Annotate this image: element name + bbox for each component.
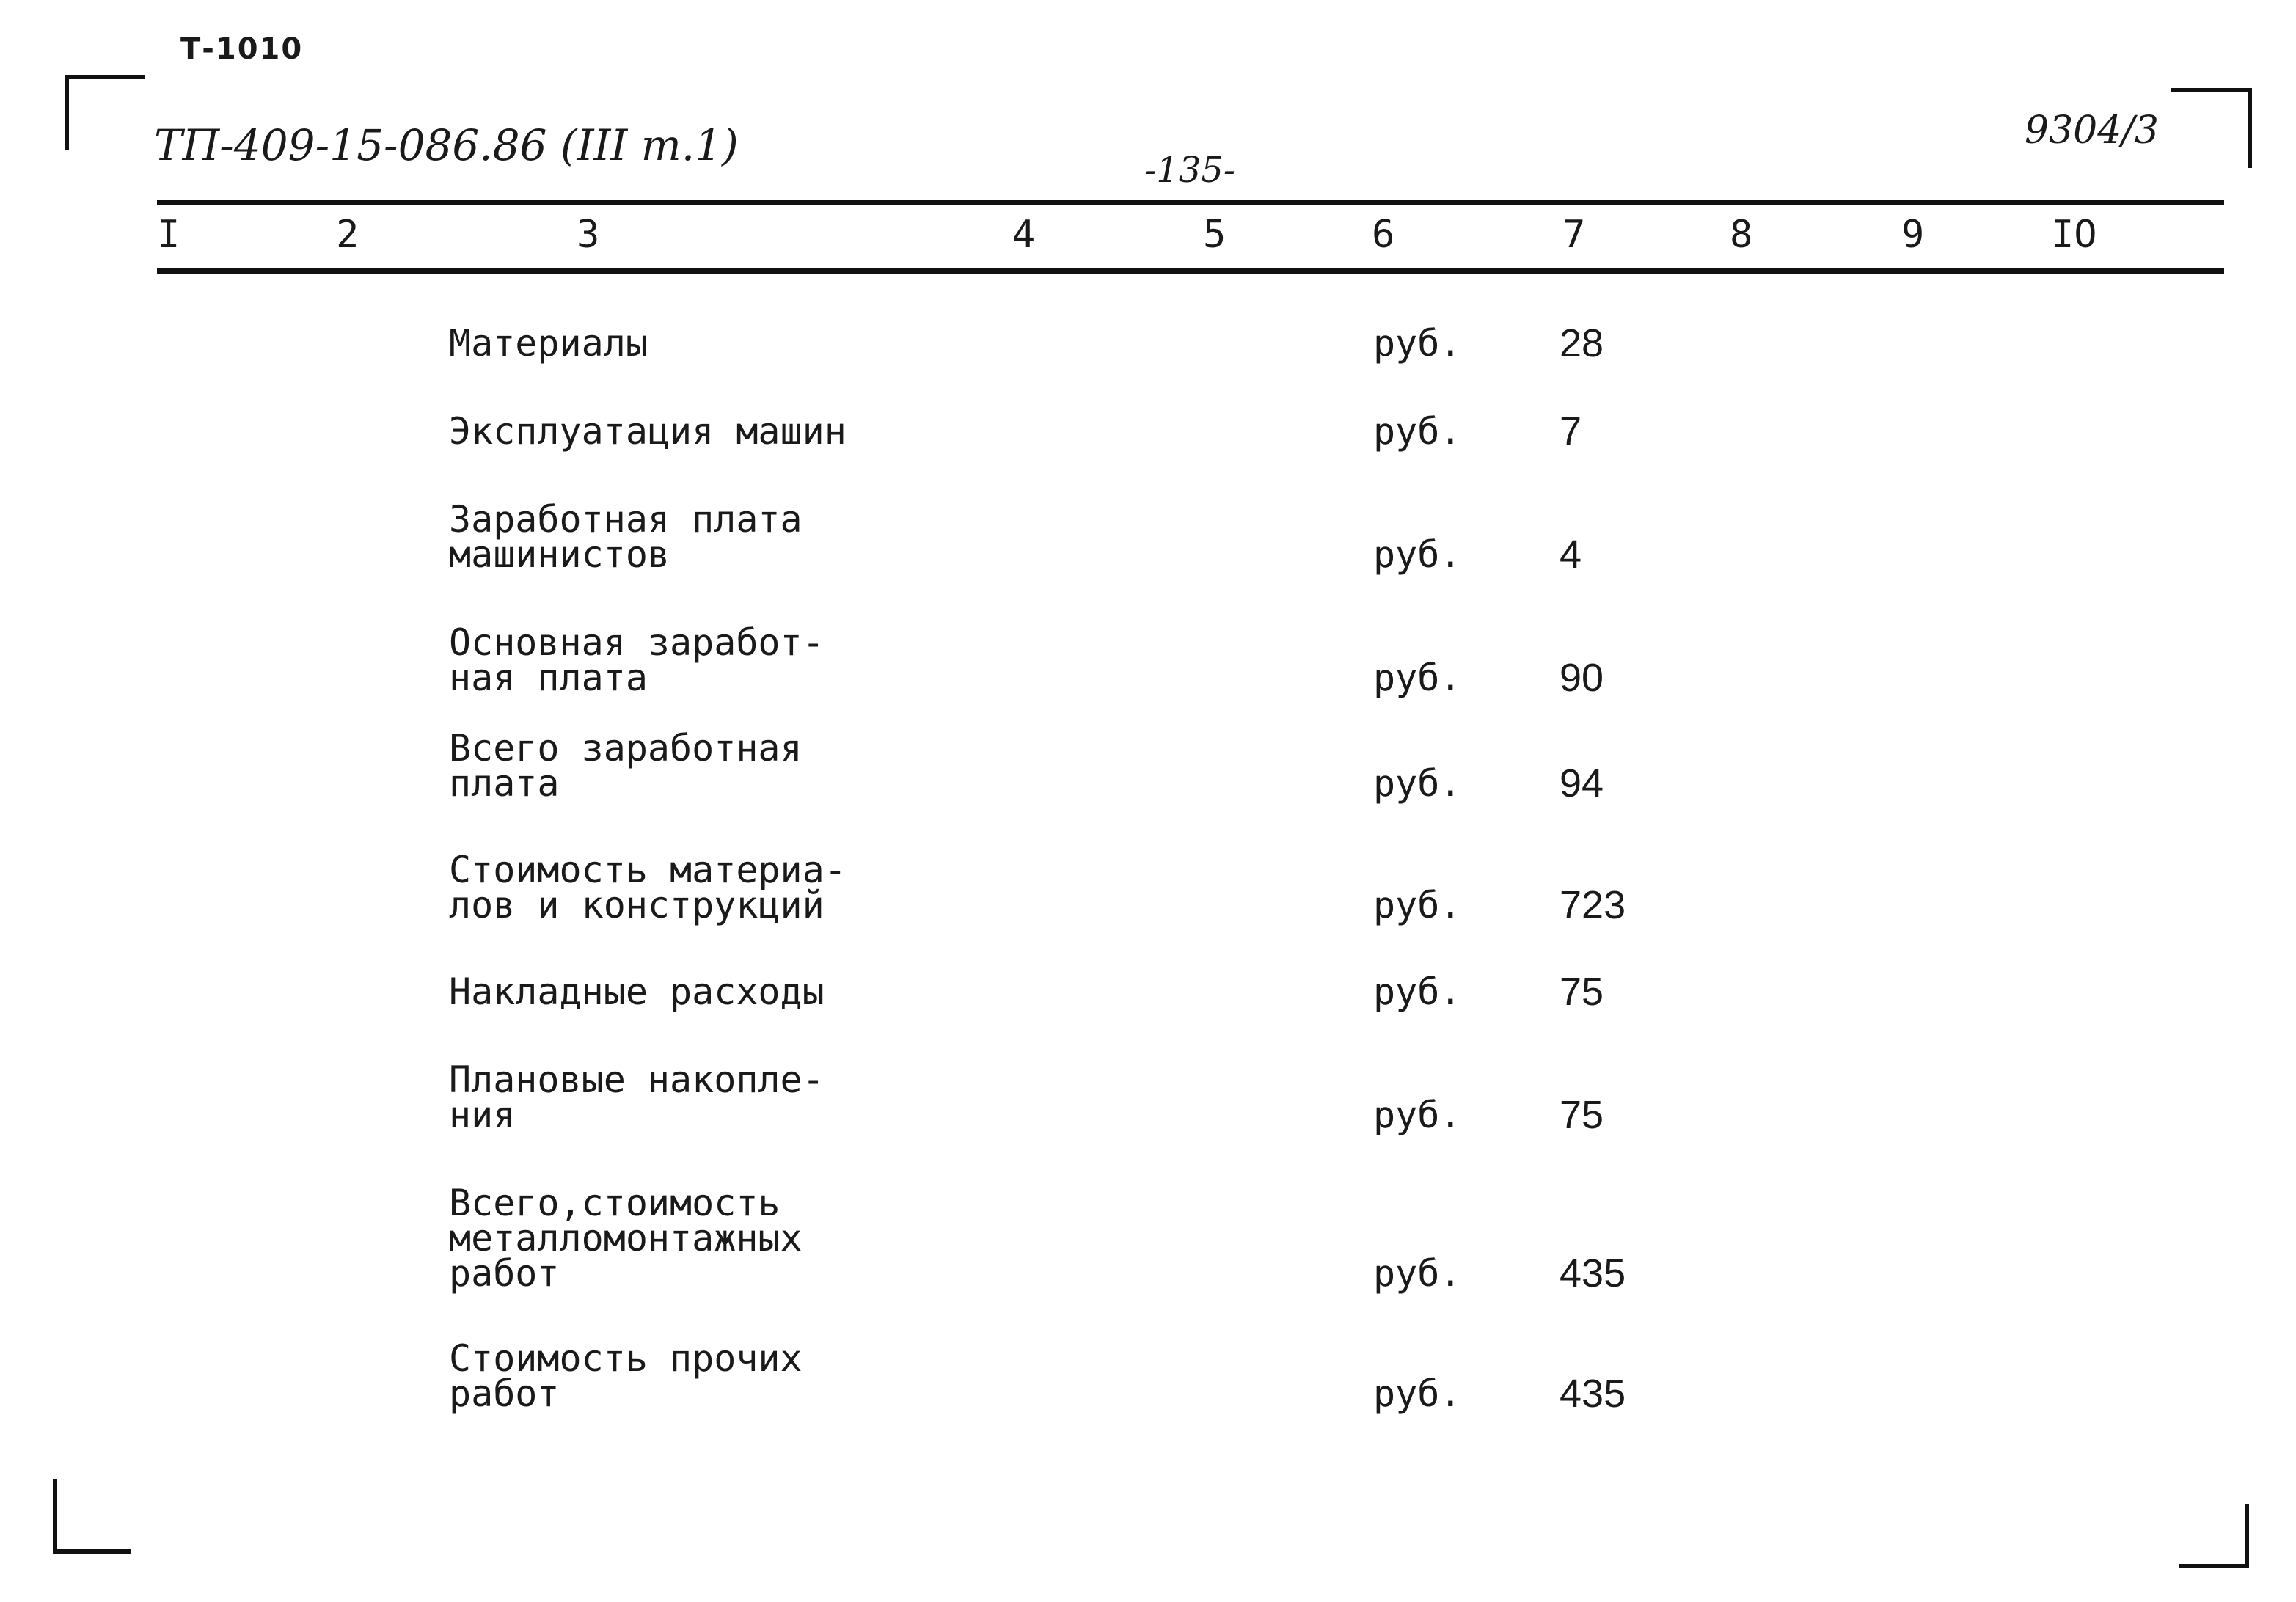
table-row-value: 75 <box>1560 970 1604 1014</box>
table-row-label: Всего заработная плата <box>449 727 802 805</box>
table-row-label: Эксплуатация машин <box>449 410 847 453</box>
table-row-label: Стоимость прочих работ <box>449 1337 802 1415</box>
table-row-value: 28 <box>1560 321 1604 365</box>
table-row-label: Заработная плата машинистов <box>449 498 802 576</box>
table-row-label: Плановые накопле- ния <box>449 1058 825 1136</box>
column-header: 6 <box>1372 213 1395 257</box>
document-code: ТП-409-15-086.86 (III т.1) <box>154 120 739 170</box>
table-row-value: 435 <box>1560 1251 1626 1295</box>
table-row-unit: руб. <box>1373 970 1462 1013</box>
column-header: 5 <box>1203 213 1226 257</box>
column-header: 7 <box>1562 213 1586 257</box>
column-header: 2 <box>336 213 359 257</box>
table-top-rule <box>157 200 2224 205</box>
table-row-label: Материалы <box>449 322 648 365</box>
column-header: 3 <box>577 213 600 257</box>
column-header: 9 <box>1901 213 1925 257</box>
column-header: 8 <box>1730 213 1753 257</box>
top-code: Т-1010 <box>180 32 304 66</box>
table-row-label: Основная заработ- ная плата <box>449 621 825 699</box>
table-row-unit: руб. <box>1373 1094 1462 1136</box>
frame-corner-bottom-right <box>2179 1504 2249 1568</box>
table-row-unit: руб. <box>1373 533 1462 576</box>
frame-corner-top-left <box>65 75 145 150</box>
table-row-label: Накладные расходы <box>449 970 825 1013</box>
table-row-unit: руб. <box>1373 1372 1462 1415</box>
frame-corner-bottom-left <box>53 1479 131 1554</box>
table-row-value: 435 <box>1560 1372 1626 1416</box>
table-row-label: Всего,стоимость металломонтажных работ <box>449 1182 802 1295</box>
table-row-unit: руб. <box>1373 410 1462 453</box>
table-row-value: 7 <box>1560 409 1582 453</box>
table-row-value: 4 <box>1560 533 1582 577</box>
column-header: I <box>157 213 180 257</box>
table-row-value: 723 <box>1560 883 1626 927</box>
frame-corner-top-right <box>2171 88 2252 168</box>
table-row-unit: руб. <box>1373 656 1462 699</box>
column-header: IO <box>2051 213 2097 257</box>
table-header-rule <box>157 268 2224 274</box>
table-row-unit: руб. <box>1373 322 1462 365</box>
table-row-label: Стоимость материа- лов и конструкций <box>449 849 847 926</box>
page-number: -135- <box>1144 150 1236 191</box>
sheet-number: 9304/3 <box>2025 109 2159 153</box>
table-row-unit: руб. <box>1373 1252 1462 1295</box>
table-row-value: 94 <box>1560 761 1604 805</box>
table-row-value: 75 <box>1560 1093 1604 1137</box>
column-header: 4 <box>1012 213 1036 257</box>
table-row-unit: руб. <box>1373 762 1462 805</box>
table-row-value: 90 <box>1560 656 1604 700</box>
table-row-unit: руб. <box>1373 884 1462 926</box>
